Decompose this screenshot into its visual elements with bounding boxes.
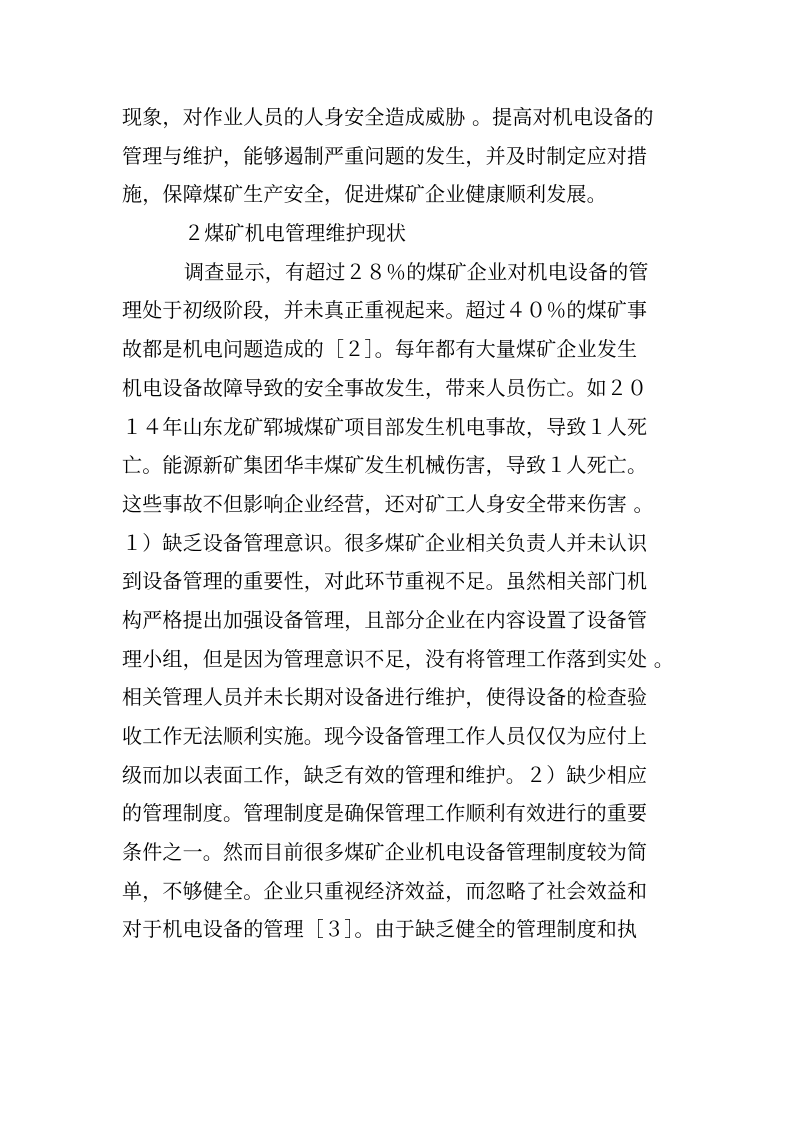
text-line: 条件之一。然而目前很多煤矿企业机电设备管理制度较为简 xyxy=(122,840,648,865)
text-line: 对于机电设备的管理［３］。由于缺乏健全的管理制度和执 xyxy=(122,917,638,942)
text-line: １４年山东龙矿郓城煤矿项目部发生机电事故，导致１人死 xyxy=(122,414,648,439)
text-line: 相关管理人员并未长期对设备进行维护，使得设备的检查验 xyxy=(122,685,648,710)
text-line: 亡。能源新矿集团华丰煤矿发生机械伤害，导致１人死亡。 xyxy=(122,453,648,478)
section-heading: ２煤矿机电管理维护现状 xyxy=(184,221,407,246)
text-line: 理处于初级阶段，并未真正重视起来。超过４０％的煤矿事 xyxy=(122,298,648,323)
text-line: 机电设备故障导致的安全事故发生，带来人员伤亡。如２０ xyxy=(122,375,648,400)
text-line: 构严格提出加强设备管理，且部分企业在内容设置了设备管 xyxy=(122,607,648,632)
text-line: 理小组，但是因为管理意识不足，没有将管理工作落到实处 。 xyxy=(122,646,674,671)
text-line: 收工作无法顺利实施。现今设备管理工作人员仅仅为应付上 xyxy=(122,724,648,748)
text-line: 这些事故不但影响企业经营，还对矿工人身安全带来伤害 。 xyxy=(122,491,654,516)
text-line: 故都是机电问题造成的［２］。每年都有大量煤矿企业发生 xyxy=(122,337,638,362)
document-body xyxy=(122,98,682,949)
text-line: 调查显示，有超过２８％的煤矿企业对机电设备的管 xyxy=(184,259,649,284)
text-line: 的管理制度。管理制度是确保管理工作顺利有效进行的重要 xyxy=(122,801,648,826)
text-line: 单，不够健全。企业只重视经济效益，而忽略了社会效益和 xyxy=(122,878,648,903)
text-line: 级而加以表面工作，缺乏有效的管理和维护。２）缺少相应 xyxy=(122,762,648,787)
text-line: 到设备管理的重要性，对此环节重视不足。虽然相关部门机 xyxy=(122,569,648,594)
text-line: 现象，对作业人员的人身安全造成威胁 。提高对机电设备的 xyxy=(122,105,654,129)
text-line: 施，保障煤矿生产安全，促进煤矿企业健康顺利发展。 xyxy=(122,182,607,207)
text-line: 管理与维护，能够遏制严重问题的发生，并及时制定应对措 xyxy=(122,143,648,168)
text-line: １）缺乏设备管理意识。很多煤矿企业相关负责人并未认识 xyxy=(122,530,648,555)
